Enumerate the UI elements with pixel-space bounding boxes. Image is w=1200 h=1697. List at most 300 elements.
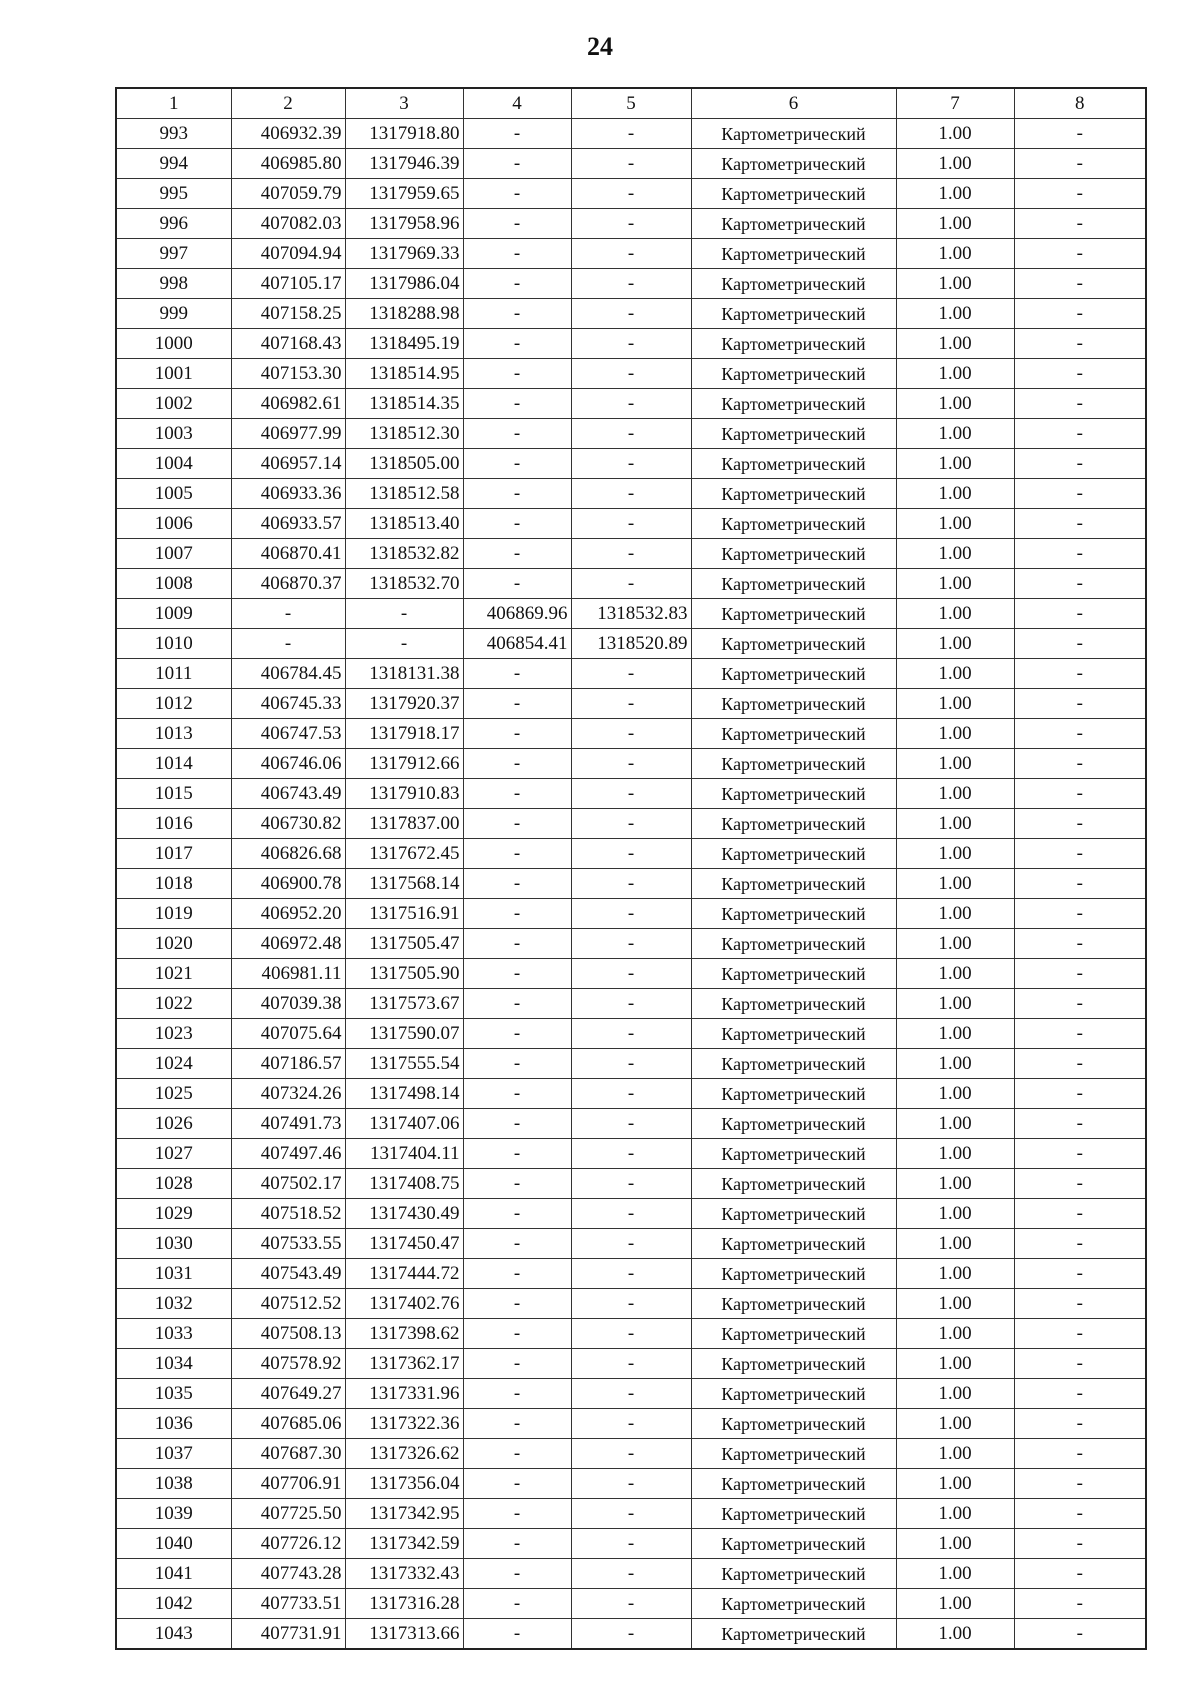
y-new-cell: - (571, 1109, 691, 1139)
description-cell: - (1014, 1049, 1146, 1079)
table-row (116, 179, 1146, 209)
x-new-cell: - (463, 749, 571, 779)
method-cell: Картометрический (691, 1229, 896, 1259)
accuracy-cell: 1.00 (896, 1139, 1014, 1169)
table-row (116, 539, 1146, 569)
method-cell: Картометрический (691, 149, 896, 179)
x-new-cell: - (463, 689, 571, 719)
table-row (116, 1049, 1146, 1079)
description-cell: - (1014, 839, 1146, 869)
y-new-cell: - (571, 299, 691, 329)
x-new-cell: - (463, 329, 571, 359)
x-new-cell: - (463, 1079, 571, 1109)
x-new-cell: - (463, 209, 571, 239)
y-coordinate-cell: 1317444.72 (345, 1259, 463, 1289)
x-coordinate-cell: 406981.11 (231, 959, 345, 989)
table-row (116, 1559, 1146, 1589)
y-new-cell: - (571, 1139, 691, 1169)
table-row (116, 1079, 1146, 1109)
y-coordinate-cell: 1317568.14 (345, 869, 463, 899)
point-number-cell: 1004 (116, 449, 231, 479)
y-new-cell: - (571, 239, 691, 269)
method-cell: Картометрический (691, 899, 896, 929)
method-cell: Картометрический (691, 629, 896, 659)
point-number-cell: 1032 (116, 1289, 231, 1319)
point-number-cell: 1002 (116, 389, 231, 419)
description-cell: - (1014, 1139, 1146, 1169)
accuracy-cell: 1.00 (896, 1379, 1014, 1409)
x-new-cell: - (463, 359, 571, 389)
table-row (116, 479, 1146, 509)
table-row (116, 1109, 1146, 1139)
x-new-cell: - (463, 119, 571, 149)
description-cell: - (1014, 1559, 1146, 1589)
table-row (116, 1259, 1146, 1289)
y-new-cell: - (571, 119, 691, 149)
table-row (116, 569, 1146, 599)
table-row (116, 1229, 1146, 1259)
point-number-cell: 1036 (116, 1409, 231, 1439)
y-coordinate-cell: 1318512.30 (345, 419, 463, 449)
point-number-cell: 1016 (116, 809, 231, 839)
accuracy-cell: 1.00 (896, 809, 1014, 839)
y-coordinate-cell: 1317342.59 (345, 1529, 463, 1559)
method-cell: Картометрический (691, 719, 896, 749)
y-coordinate-cell: 1317505.90 (345, 959, 463, 989)
y-new-cell: - (571, 1559, 691, 1589)
x-new-cell: - (463, 989, 571, 1019)
x-coordinate-cell: 406933.36 (231, 479, 345, 509)
point-number-cell: 1034 (116, 1349, 231, 1379)
description-cell: - (1014, 779, 1146, 809)
table-row (116, 1529, 1146, 1559)
x-new-cell: - (463, 419, 571, 449)
description-cell: - (1014, 539, 1146, 569)
y-new-cell: - (571, 689, 691, 719)
method-cell: Картометрический (691, 239, 896, 269)
y-new-cell: - (571, 1019, 691, 1049)
y-new-cell: - (571, 209, 691, 239)
method-cell: Картометрический (691, 1079, 896, 1109)
accuracy-cell: 1.00 (896, 1019, 1014, 1049)
x-coordinate-cell: 406977.99 (231, 419, 345, 449)
x-new-cell: - (463, 1619, 571, 1650)
method-cell: Картометрический (691, 299, 896, 329)
y-new-cell: - (571, 1589, 691, 1619)
y-coordinate-cell: 1318505.00 (345, 449, 463, 479)
accuracy-cell: 1.00 (896, 209, 1014, 239)
y-coordinate-cell: - (345, 599, 463, 629)
x-new-cell: - (463, 479, 571, 509)
method-cell: Картометрический (691, 599, 896, 629)
method-cell: Картометрический (691, 269, 896, 299)
point-number-cell: 1030 (116, 1229, 231, 1259)
point-number-cell: 1021 (116, 959, 231, 989)
description-cell: - (1014, 569, 1146, 599)
x-coordinate-cell: 406747.53 (231, 719, 345, 749)
x-coordinate-cell: 407168.43 (231, 329, 345, 359)
table-row (116, 749, 1146, 779)
accuracy-cell: 1.00 (896, 149, 1014, 179)
description-cell: - (1014, 209, 1146, 239)
y-coordinate-cell: 1317573.67 (345, 989, 463, 1019)
y-coordinate-cell: 1317322.36 (345, 1409, 463, 1439)
method-cell: Картометрический (691, 449, 896, 479)
point-number-cell: 1031 (116, 1259, 231, 1289)
y-coordinate-cell: 1317590.07 (345, 1019, 463, 1049)
y-coordinate-cell: 1318131.38 (345, 659, 463, 689)
point-number-cell: 1012 (116, 689, 231, 719)
description-cell: - (1014, 809, 1146, 839)
point-number-cell: 1017 (116, 839, 231, 869)
x-coordinate-cell: 407059.79 (231, 179, 345, 209)
method-cell: Картометрический (691, 389, 896, 419)
method-cell: Картометрический (691, 1379, 896, 1409)
y-coordinate-cell: 1317969.33 (345, 239, 463, 269)
method-cell: Картометрический (691, 1529, 896, 1559)
x-coordinate-cell: 407687.30 (231, 1439, 345, 1469)
table-row (116, 839, 1146, 869)
method-cell: Картометрический (691, 1019, 896, 1049)
x-new-cell: - (463, 839, 571, 869)
method-cell: Картометрический (691, 749, 896, 779)
description-cell: - (1014, 599, 1146, 629)
accuracy-cell: 1.00 (896, 1559, 1014, 1589)
x-coordinate-cell: 407075.64 (231, 1019, 345, 1049)
method-cell: Картометрический (691, 209, 896, 239)
description-cell: - (1014, 659, 1146, 689)
y-new-cell: - (571, 1169, 691, 1199)
accuracy-cell: 1.00 (896, 509, 1014, 539)
y-new-cell: - (571, 1349, 691, 1379)
method-cell: Картометрический (691, 809, 896, 839)
point-number-cell: 1038 (116, 1469, 231, 1499)
method-cell: Картометрический (691, 419, 896, 449)
y-coordinate-cell: 1317404.11 (345, 1139, 463, 1169)
x-coordinate-cell: 407508.13 (231, 1319, 345, 1349)
description-cell: - (1014, 1319, 1146, 1349)
coordinates-table (115, 87, 1147, 1650)
y-coordinate-cell: 1317986.04 (345, 269, 463, 299)
table-row (116, 1619, 1146, 1650)
y-coordinate-cell: 1318512.58 (345, 479, 463, 509)
accuracy-cell: 1.00 (896, 539, 1014, 569)
accuracy-cell: 1.00 (896, 1319, 1014, 1349)
method-cell: Картометрический (691, 539, 896, 569)
table-row (116, 209, 1146, 239)
description-cell: - (1014, 149, 1146, 179)
method-cell: Картометрический (691, 1499, 896, 1529)
accuracy-cell: 1.00 (896, 719, 1014, 749)
y-new-cell: - (571, 389, 691, 419)
y-new-cell: - (571, 1079, 691, 1109)
description-cell: - (1014, 1349, 1146, 1379)
x-coordinate-cell: 406932.39 (231, 119, 345, 149)
y-new-cell: - (571, 1409, 691, 1439)
table-row (116, 1139, 1146, 1169)
description-cell: - (1014, 929, 1146, 959)
x-coordinate-cell: 406870.37 (231, 569, 345, 599)
x-coordinate-cell: 407497.46 (231, 1139, 345, 1169)
table-row (116, 1199, 1146, 1229)
description-cell: - (1014, 359, 1146, 389)
accuracy-cell: 1.00 (896, 929, 1014, 959)
description-cell: - (1014, 119, 1146, 149)
y-new-cell: - (571, 959, 691, 989)
x-new-cell: - (463, 239, 571, 269)
method-cell: Картометрический (691, 1589, 896, 1619)
y-coordinate-cell: 1317407.06 (345, 1109, 463, 1139)
point-number-cell: 1001 (116, 359, 231, 389)
y-new-cell: - (571, 719, 691, 749)
y-new-cell: - (571, 329, 691, 359)
point-number-cell: 1018 (116, 869, 231, 899)
y-new-cell: - (571, 449, 691, 479)
method-cell: Картометрический (691, 179, 896, 209)
x-coordinate-cell: 407518.52 (231, 1199, 345, 1229)
point-number-cell: 1041 (116, 1559, 231, 1589)
table-body (116, 119, 1146, 1650)
accuracy-cell: 1.00 (896, 629, 1014, 659)
point-number-cell: 1003 (116, 419, 231, 449)
accuracy-cell: 1.00 (896, 1349, 1014, 1379)
x-new-cell: - (463, 1049, 571, 1079)
description-cell: - (1014, 419, 1146, 449)
description-cell: - (1014, 629, 1146, 659)
point-number-cell: 1028 (116, 1169, 231, 1199)
description-cell: - (1014, 1379, 1146, 1409)
y-coordinate-cell: 1318288.98 (345, 299, 463, 329)
accuracy-cell: 1.00 (896, 1049, 1014, 1079)
y-new-cell: - (571, 1619, 691, 1650)
method-cell: Картометрический (691, 479, 896, 509)
table-row (116, 1499, 1146, 1529)
table-row (116, 419, 1146, 449)
x-coordinate-cell: 407706.91 (231, 1469, 345, 1499)
accuracy-cell: 1.00 (896, 119, 1014, 149)
table-row (116, 689, 1146, 719)
method-cell: Картометрический (691, 1319, 896, 1349)
point-number-cell: 1020 (116, 929, 231, 959)
method-cell: Картометрический (691, 1289, 896, 1319)
point-number-cell: 1013 (116, 719, 231, 749)
accuracy-cell: 1.00 (896, 899, 1014, 929)
accuracy-cell: 1.00 (896, 1619, 1014, 1650)
point-number-cell: 993 (116, 119, 231, 149)
y-new-cell: - (571, 179, 691, 209)
y-new-cell: - (571, 1379, 691, 1409)
accuracy-cell: 1.00 (896, 449, 1014, 479)
y-coordinate-cell: 1317342.95 (345, 1499, 463, 1529)
point-number-cell: 1023 (116, 1019, 231, 1049)
x-coordinate-cell: 407743.28 (231, 1559, 345, 1589)
y-coordinate-cell: 1317398.62 (345, 1319, 463, 1349)
description-cell: - (1014, 389, 1146, 419)
x-coordinate-cell: - (231, 629, 345, 659)
y-new-cell: - (571, 359, 691, 389)
accuracy-cell: 1.00 (896, 1409, 1014, 1439)
accuracy-cell: 1.00 (896, 1079, 1014, 1109)
table-row (116, 779, 1146, 809)
y-new-cell: - (571, 269, 691, 299)
y-new-cell: - (571, 899, 691, 929)
x-coordinate-cell: 406957.14 (231, 449, 345, 479)
y-new-cell: - (571, 869, 691, 899)
accuracy-cell: 1.00 (896, 839, 1014, 869)
table-row (116, 989, 1146, 1019)
y-new-cell: - (571, 1469, 691, 1499)
table-row (116, 389, 1146, 419)
x-new-cell: - (463, 1349, 571, 1379)
method-cell: Картометрический (691, 119, 896, 149)
x-coordinate-cell: 407105.17 (231, 269, 345, 299)
x-coordinate-cell: 406952.20 (231, 899, 345, 929)
table-row (116, 449, 1146, 479)
x-new-cell: - (463, 779, 571, 809)
column-header-1: 1 (116, 88, 231, 119)
y-new-cell: - (571, 1229, 691, 1259)
accuracy-cell: 1.00 (896, 299, 1014, 329)
point-number-cell: 1026 (116, 1109, 231, 1139)
x-new-cell: - (463, 539, 571, 569)
accuracy-cell: 1.00 (896, 749, 1014, 779)
method-cell: Картометрический (691, 1109, 896, 1139)
y-coordinate-cell: 1317313.66 (345, 1619, 463, 1650)
point-number-cell: 1014 (116, 749, 231, 779)
point-number-cell: 996 (116, 209, 231, 239)
y-new-cell: - (571, 1529, 691, 1559)
accuracy-cell: 1.00 (896, 329, 1014, 359)
accuracy-cell: 1.00 (896, 419, 1014, 449)
description-cell: - (1014, 239, 1146, 269)
y-coordinate-cell: 1317498.14 (345, 1079, 463, 1109)
description-cell: - (1014, 719, 1146, 749)
description-cell: - (1014, 269, 1146, 299)
x-new-cell: - (463, 269, 571, 299)
x-coordinate-cell: 406870.41 (231, 539, 345, 569)
y-new-cell: - (571, 479, 691, 509)
description-cell: - (1014, 1619, 1146, 1650)
y-new-cell: - (571, 1319, 691, 1349)
table-row (116, 1289, 1146, 1319)
y-new-cell: - (571, 1289, 691, 1319)
method-cell: Картометрический (691, 1139, 896, 1169)
description-cell: - (1014, 329, 1146, 359)
point-number-cell: 1000 (116, 329, 231, 359)
point-number-cell: 1019 (116, 899, 231, 929)
x-coordinate-cell: 406784.45 (231, 659, 345, 689)
point-number-cell: 1043 (116, 1619, 231, 1650)
y-coordinate-cell: 1317326.62 (345, 1439, 463, 1469)
x-new-cell: - (463, 719, 571, 749)
accuracy-cell: 1.00 (896, 1199, 1014, 1229)
method-cell: Картометрический (691, 1439, 896, 1469)
accuracy-cell: 1.00 (896, 1499, 1014, 1529)
table-row (116, 719, 1146, 749)
x-coordinate-cell: 406982.61 (231, 389, 345, 419)
x-new-cell: - (463, 659, 571, 689)
description-cell: - (1014, 989, 1146, 1019)
table-row (116, 149, 1146, 179)
point-number-cell: 998 (116, 269, 231, 299)
table-row (116, 119, 1146, 149)
y-coordinate-cell: 1318514.95 (345, 359, 463, 389)
description-cell: - (1014, 1289, 1146, 1319)
accuracy-cell: 1.00 (896, 239, 1014, 269)
description-cell: - (1014, 299, 1146, 329)
y-coordinate-cell: 1317946.39 (345, 149, 463, 179)
description-cell: - (1014, 1199, 1146, 1229)
point-number-cell: 1011 (116, 659, 231, 689)
x-coordinate-cell: 407082.03 (231, 209, 345, 239)
method-cell: Картометрический (691, 329, 896, 359)
x-coordinate-cell: 407039.38 (231, 989, 345, 1019)
x-new-cell: - (463, 869, 571, 899)
x-coordinate-cell: 407533.55 (231, 1229, 345, 1259)
point-number-cell: 1033 (116, 1319, 231, 1349)
point-number-cell: 1037 (116, 1439, 231, 1469)
x-new-cell: - (463, 509, 571, 539)
accuracy-cell: 1.00 (896, 1289, 1014, 1319)
y-coordinate-cell: 1317356.04 (345, 1469, 463, 1499)
y-coordinate-cell: 1317555.54 (345, 1049, 463, 1079)
table-row (116, 299, 1146, 329)
x-new-cell: 406854.41 (463, 629, 571, 659)
column-header-6: 6 (691, 88, 896, 119)
point-number-cell: 1022 (116, 989, 231, 1019)
y-coordinate-cell: - (345, 629, 463, 659)
x-coordinate-cell: 407502.17 (231, 1169, 345, 1199)
x-coordinate-cell: 406972.48 (231, 929, 345, 959)
description-cell: - (1014, 1409, 1146, 1439)
description-cell: - (1014, 1259, 1146, 1289)
x-coordinate-cell: 407491.73 (231, 1109, 345, 1139)
description-cell: - (1014, 1499, 1146, 1529)
accuracy-cell: 1.00 (896, 599, 1014, 629)
x-coordinate-cell: 406985.80 (231, 149, 345, 179)
point-number-cell: 1039 (116, 1499, 231, 1529)
x-coordinate-cell: 406900.78 (231, 869, 345, 899)
x-new-cell: - (463, 1499, 571, 1529)
y-new-cell: - (571, 1439, 691, 1469)
accuracy-cell: 1.00 (896, 1589, 1014, 1619)
description-cell: - (1014, 1439, 1146, 1469)
accuracy-cell: 1.00 (896, 389, 1014, 419)
y-new-cell: 1318532.83 (571, 599, 691, 629)
x-new-cell: - (463, 449, 571, 479)
y-coordinate-cell: 1317912.66 (345, 749, 463, 779)
method-cell: Картометрический (691, 509, 896, 539)
accuracy-cell: 1.00 (896, 659, 1014, 689)
y-coordinate-cell: 1317450.47 (345, 1229, 463, 1259)
method-cell: Картометрический (691, 1049, 896, 1079)
accuracy-cell: 1.00 (896, 689, 1014, 719)
point-number-cell: 1029 (116, 1199, 231, 1229)
x-coordinate-cell: 407543.49 (231, 1259, 345, 1289)
y-new-cell: - (571, 779, 691, 809)
accuracy-cell: 1.00 (896, 1109, 1014, 1139)
description-cell: - (1014, 1079, 1146, 1109)
x-new-cell: - (463, 929, 571, 959)
column-header-4: 4 (463, 88, 571, 119)
table-row (116, 1169, 1146, 1199)
x-new-cell: - (463, 1379, 571, 1409)
method-cell: Картометрический (691, 779, 896, 809)
point-number-cell: 1025 (116, 1079, 231, 1109)
x-new-cell: - (463, 1199, 571, 1229)
x-new-cell: - (463, 1139, 571, 1169)
description-cell: - (1014, 1529, 1146, 1559)
